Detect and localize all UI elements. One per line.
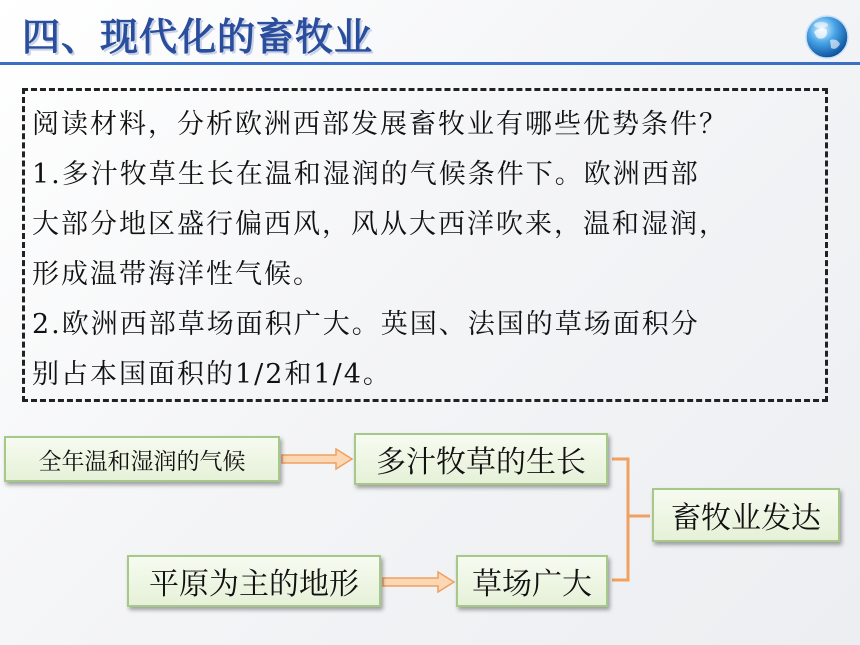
climate-box: 全年温和湿润的气候 [4,436,280,482]
reading-line: 大部分地区盛行偏西风，风从大西洋吹来，温和湿润， [32,209,728,240]
arrow-climate-to-grass [282,449,352,469]
reading-question: 阅读材料，分析欧洲西部发展畜牧业有哪些优势条件？ [32,109,728,140]
pasture-box: 草场广大 [456,555,608,607]
arrow-plain-to-pasture [383,572,454,592]
plain-terrain-box: 平原为主的地形 [127,555,381,607]
reading-line: 1.多汁牧草生长在温和湿润的气候条件下。欧洲西部 [32,159,700,190]
bracket-connector [612,459,650,580]
livestock-developed-box: 畜牧业发达 [652,488,840,542]
reading-line: 2.欧洲西部草场面积广大。英国、法国的草场面积分 [32,309,700,340]
reading-line: 别占本国面积的1/2和1/4。 [32,359,392,390]
reading-line: 形成温带海洋性气候。 [32,259,322,290]
grass-growth-box: 多汁牧草的生长 [354,433,608,485]
page-title: 四、现代化的畜牧业 [22,15,374,59]
